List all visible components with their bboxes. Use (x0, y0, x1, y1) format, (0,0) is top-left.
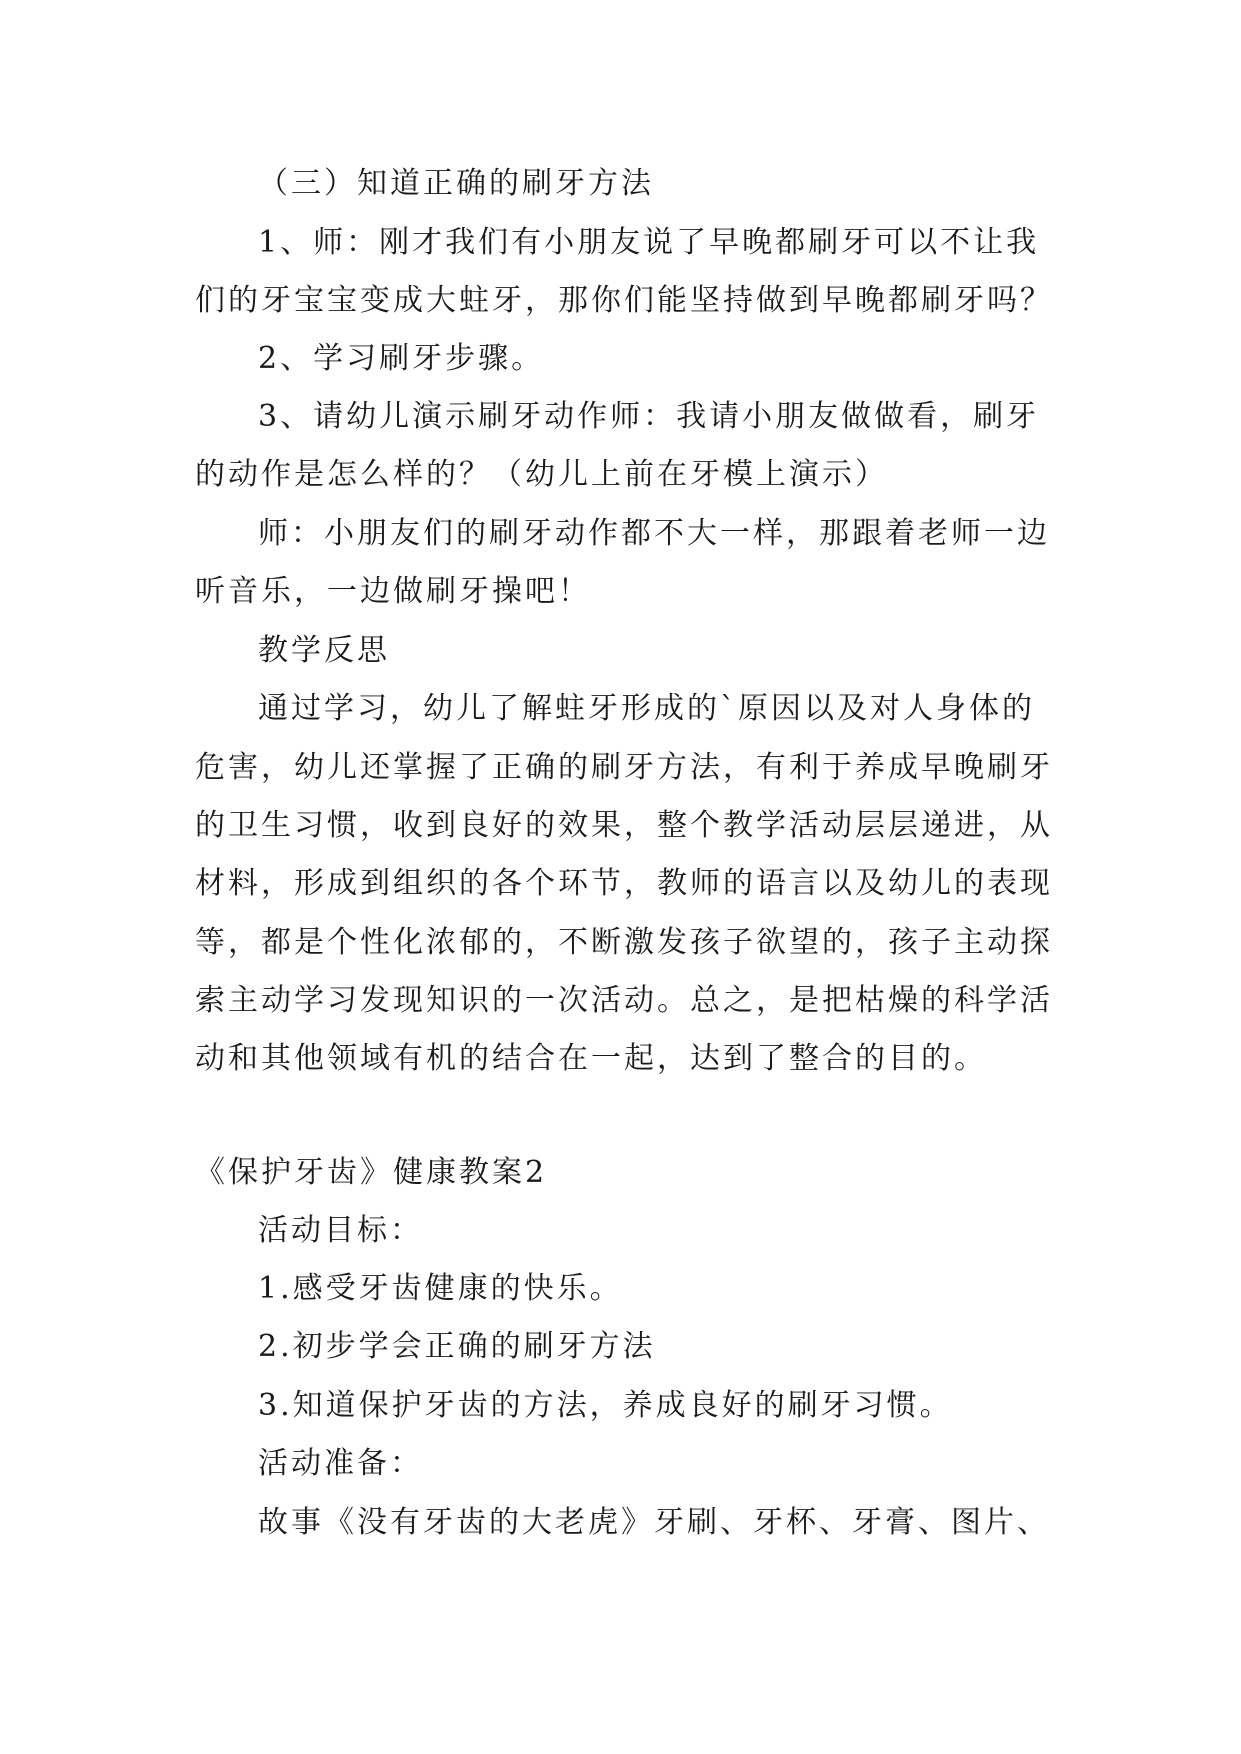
document-title: 《保护牙齿》健康教案2 (195, 1155, 548, 1190)
list-item: 3.知道保护牙齿的方法，养成良好的刷牙习惯。 (258, 1388, 953, 1423)
section-heading: 活动目标： (258, 1213, 423, 1248)
paragraph-line: 的卫生习惯，收到良好的效果，整个教学活动层层递进，从 (195, 808, 1053, 843)
paragraph-line: 通过学习，幼儿了解蛀牙形成的`原因以及对人身体的 (258, 691, 1035, 726)
paragraph-line: 动和其他领域有机的结合在一起，达到了整合的目的。 (195, 1041, 987, 1076)
paragraph-line: 危害，幼儿还掌握了正确的刷牙方法，有利于养成早晚刷牙 (195, 750, 1053, 785)
paragraph-line: 听音乐，一边做刷牙操吧！ (195, 574, 591, 609)
paragraph-line: 等，都是个性化浓郁的，不断激发孩子欲望的，孩子主动探 (195, 925, 1053, 960)
paragraph-line: 1、师：刚才我们有小朋友说了早晚都刷牙可以不让我 (258, 225, 1040, 260)
section-heading: 教学反思 (258, 633, 390, 668)
list-item: 2.初步学会正确的刷牙方法 (258, 1329, 656, 1364)
section-heading: 活动准备： (258, 1446, 423, 1481)
paragraph-line: 师：小朋友们的刷牙动作都不大一样，那跟着老师一边 (258, 516, 1050, 551)
paragraph-line: 的动作是怎么样的？（幼儿上前在牙模上演示） (195, 457, 888, 492)
paragraph-line: 索主动学习发现知识的一次活动。总之，是把枯燥的科学活 (195, 983, 1053, 1018)
paragraph-line: 3、请幼儿演示刷牙动作师：我请小朋友做做看，刷牙 (258, 399, 1040, 434)
list-item: 1.感受牙齿健康的快乐。 (258, 1271, 623, 1306)
section-heading: （三）知道正确的刷牙方法 (258, 166, 654, 201)
paragraph-line: 2、学习刷牙步骤。 (258, 341, 545, 376)
paragraph-line: 故事《没有牙齿的大老虎》牙刷、牙杯、牙膏、图片、 (258, 1505, 1050, 1540)
paragraph-line: 材料，形成到组织的各个环节，教师的语言以及幼儿的表现 (195, 866, 1053, 901)
paragraph-line: 们的牙宝宝变成大蛀牙，那你们能坚持做到早晚都刷牙吗？ (195, 283, 1053, 318)
